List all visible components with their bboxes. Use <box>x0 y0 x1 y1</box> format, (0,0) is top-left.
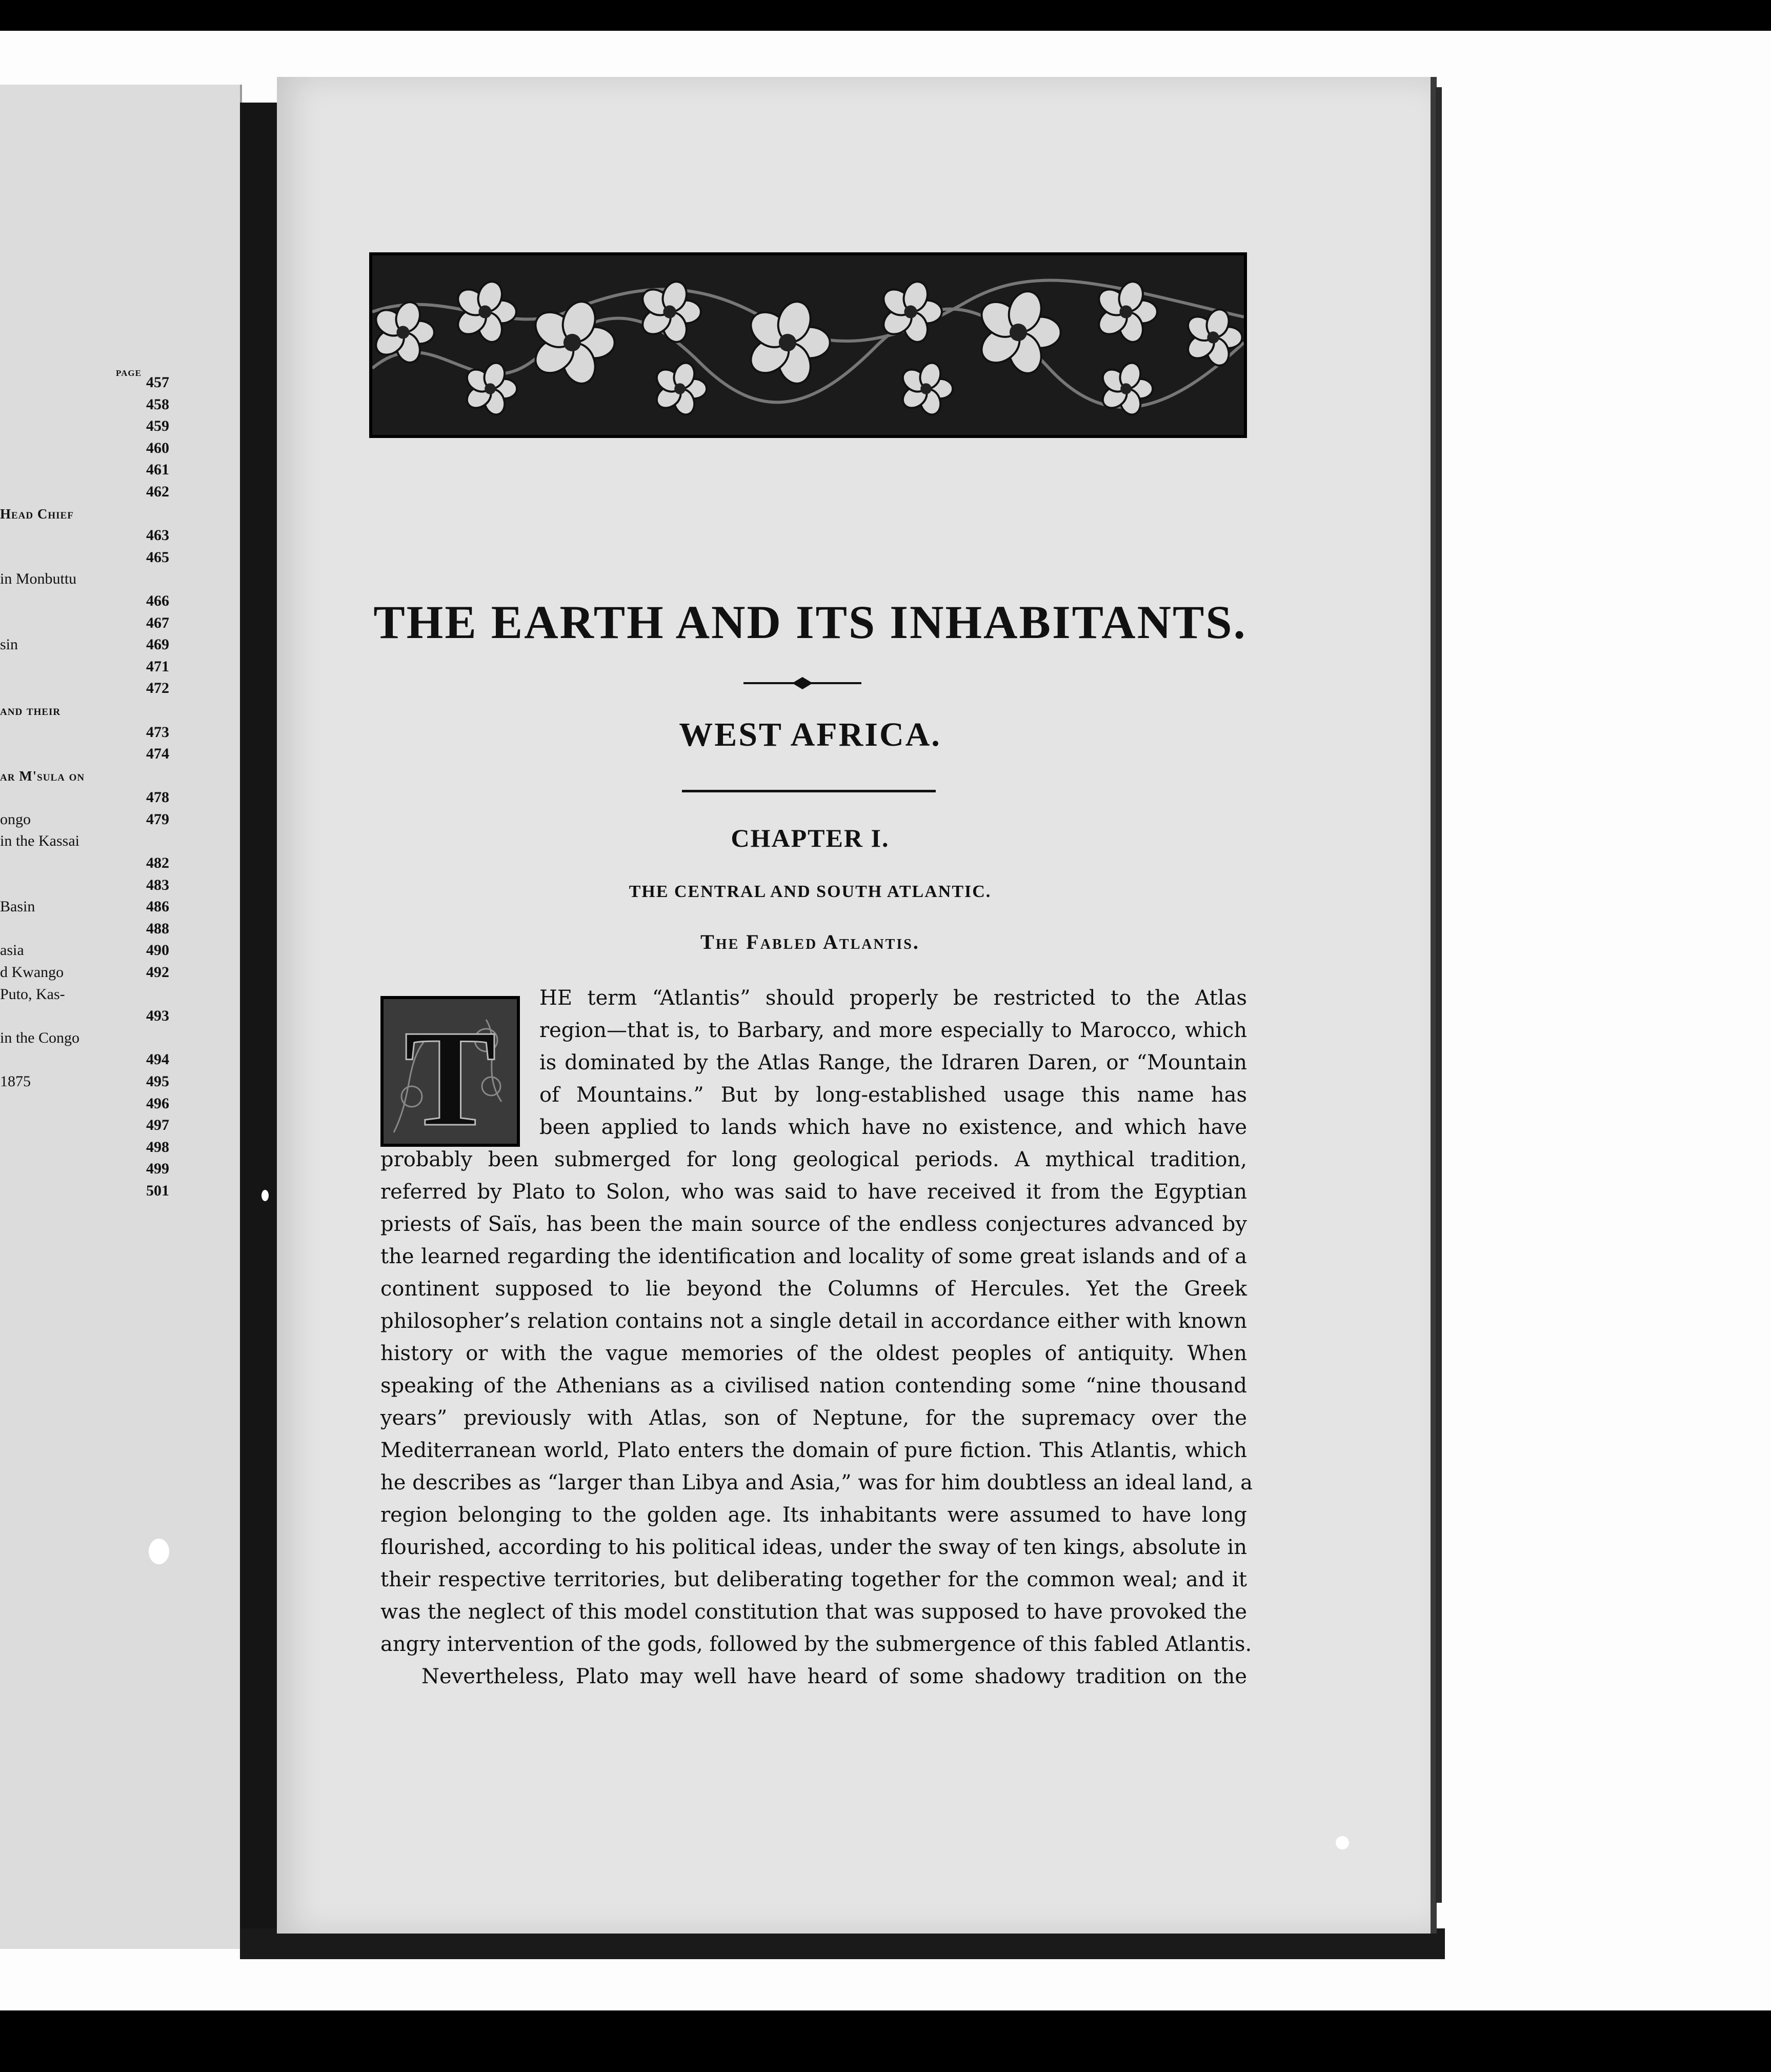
volume-subtitle: WEST AFRICA. <box>679 716 941 753</box>
toc-page-number: 466 <box>146 592 169 609</box>
toc-entry <box>0 590 169 612</box>
toc-entry <box>0 765 169 787</box>
toc-page-number: 498 <box>146 1138 169 1155</box>
body-text-line: he describes as “larger than Libya and Asia,” was for him doubtless an ideal land, a <box>380 1471 1253 1495</box>
toc-page-number: 483 <box>146 876 169 893</box>
toc-entry <box>0 547 169 569</box>
toc-entry-text: sin <box>0 636 18 653</box>
toc-entry <box>0 372 169 394</box>
toc-entry <box>0 437 169 460</box>
toc-entry-text: asia <box>0 942 24 959</box>
toc-entry-text: ar M'sula on <box>0 768 85 784</box>
body-text-line: region belonging to the golden age. Its inhabitants were assumed to have long <box>380 1503 1247 1527</box>
toc-page-number: 458 <box>146 395 169 413</box>
toc-page-number: 469 <box>146 636 169 653</box>
divider-rule <box>682 790 936 792</box>
drop-cap-letter: T <box>404 1002 497 1144</box>
body-text-line: Mediterranean world, Plato enters the domain of pure fiction. This Atlantis, which <box>380 1439 1247 1462</box>
toc-entry <box>0 678 169 700</box>
body-text-line: flourished, according to his political ideas, under the sway of ten kings, absolute in <box>380 1536 1247 1559</box>
toc-entry-text: Puto, Kas- <box>0 985 65 1003</box>
left-page <box>0 85 242 1949</box>
body-text-line: speaking of the Athenians as a civilised nation contending some “nine thousand <box>380 1374 1247 1398</box>
body-text-line: region—that is, to Barbary, and more especially to Marocco, which <box>539 1019 1247 1042</box>
toc-entry <box>0 394 169 416</box>
floral-headpiece-ornament <box>369 252 1247 438</box>
dust-speck <box>261 1190 269 1201</box>
ornamental-divider <box>743 677 861 689</box>
scan-bottom-border <box>0 2010 1771 2072</box>
toc-page-number: 494 <box>146 1051 169 1068</box>
chapter-subtitle: THE CENTRAL AND SOUTH ATLANTIC. <box>629 882 992 901</box>
toc-page-number: 497 <box>146 1117 169 1134</box>
toc-entry <box>0 1071 169 1093</box>
toc-page-number: 465 <box>146 548 169 566</box>
toc-entry-text: in the Congo <box>0 1029 79 1046</box>
body-text-line: of Mountains.” But by long-established usage this name has <box>539 1083 1247 1107</box>
toc-entry <box>0 984 169 1006</box>
toc-page-number: 459 <box>146 417 169 435</box>
body-text-line: philosopher’s relation contains not a single detail in accordance either with known <box>380 1309 1247 1333</box>
table-of-illustrations <box>0 368 169 1202</box>
toc-page-number: 474 <box>146 745 169 763</box>
toc-page-number: 478 <box>146 789 169 806</box>
body-text-line: is dominated by the Atlas Range, the Idraren Daren, or “Mountain <box>539 1051 1247 1074</box>
body-text-line: referred by Plato to Solon, who was said to have received it from the Egyptian <box>380 1180 1247 1204</box>
toc-entry <box>0 940 169 962</box>
toc-entry-text: d Kwango <box>0 964 64 981</box>
toc-entry-text: in Monbuttu <box>0 570 77 588</box>
toc-page-number: 461 <box>146 461 169 479</box>
body-text <box>380 982 1253 1693</box>
body-text-line: angry intervention of the gods, followed by the submergence of this fabled Atlantis. <box>380 1632 1252 1656</box>
toc-page-number: 457 <box>146 374 169 391</box>
toc-page-number: 488 <box>146 920 169 937</box>
toc-entry <box>0 787 169 809</box>
toc-entry <box>0 896 169 918</box>
toc-entry-text: in the Kassai <box>0 832 79 850</box>
toc-page-number: 462 <box>146 483 169 500</box>
toc-entry <box>0 568 169 590</box>
toc-page-number: 486 <box>146 898 169 915</box>
toc-entry <box>0 1137 169 1159</box>
toc-entry-text: Head Chief <box>0 506 74 522</box>
toc-entry <box>0 656 169 678</box>
toc-page-number: 501 <box>146 1182 169 1199</box>
toc-entry <box>0 722 169 744</box>
toc-page-number: 479 <box>146 810 169 828</box>
toc-page-number: 499 <box>146 1160 169 1178</box>
toc-page-number: 463 <box>146 527 169 544</box>
toc-entry <box>0 809 169 831</box>
body-text-line: their respective territories, but deliberating together for the common weal; and it <box>380 1568 1247 1591</box>
body-text-line: years” previously with Atlas, son of Neptune, for the supremacy over the <box>380 1406 1247 1430</box>
toc-page-number: 492 <box>146 964 169 981</box>
toc-entry <box>0 700 169 722</box>
toc-entry <box>0 852 169 874</box>
body-text-line: priests of Saïs, has been the main source of the endless conjectures advanced by <box>380 1212 1247 1236</box>
chapter-heading: CHAPTER I. <box>731 824 890 852</box>
toc-entry <box>0 634 169 656</box>
toc-entry <box>0 830 169 852</box>
toc-entry <box>0 1005 169 1027</box>
toc-entry-text: 1875 <box>0 1073 31 1090</box>
toc-entry-text: ongo <box>0 810 31 828</box>
toc-entry <box>0 503 169 525</box>
body-text-line: history or with the vague memories of the oldest peoples of antiquity. When <box>380 1342 1247 1365</box>
body-text-line: probably been submerged for long geological periods. A mythical tradition, <box>380 1148 1247 1171</box>
toc-page-number: 471 <box>146 658 169 675</box>
toc-entry <box>0 1027 169 1049</box>
toc-entry <box>0 1114 169 1137</box>
toc-entry <box>0 415 169 437</box>
toc-page-number: 496 <box>146 1094 169 1112</box>
toc-entry-text: Basin <box>0 898 35 915</box>
toc-page-number: 495 <box>146 1073 169 1090</box>
toc-entry-text: and their <box>0 702 61 718</box>
toc-entry <box>0 874 169 896</box>
toc-page-number: 467 <box>146 614 169 631</box>
book-title: THE EARTH AND ITS INHABITANTS. <box>373 596 1247 648</box>
toc-page-number: 460 <box>146 439 169 456</box>
page-edge <box>1436 87 1442 1903</box>
toc-entry <box>0 918 169 940</box>
toc-entry <box>0 459 169 481</box>
dust-speck <box>1336 1836 1349 1849</box>
toc-entry <box>0 1093 169 1115</box>
toc-page-number: 482 <box>146 854 169 872</box>
toc-page-number: 493 <box>146 1007 169 1025</box>
toc-entry <box>0 525 169 547</box>
dust-speck <box>149 1539 169 1564</box>
toc-entry <box>0 1158 169 1180</box>
body-text-line: continent supposed to lie beyond the Columns of Hercules. Yet the Greek <box>380 1277 1247 1301</box>
toc-entry <box>0 1049 169 1071</box>
section-title: The Fabled Atlantis. <box>700 930 920 953</box>
body-text-line: HE term “Atlantis” should properly be restricted to the Atlas <box>539 986 1247 1010</box>
toc-entry <box>0 743 169 765</box>
toc-entry <box>0 962 169 984</box>
body-text-line: been applied to lands which have no existence, and which have <box>539 1115 1247 1139</box>
toc-entry <box>0 481 169 503</box>
toc-page-number: 472 <box>146 680 169 697</box>
body-text-line: the learned regarding the identification and locality of some great islands and of a <box>380 1245 1247 1268</box>
toc-page-number: 490 <box>146 942 169 959</box>
toc-page-header: PAGE <box>116 368 142 378</box>
body-text-line: Nevertheless, Plato may well have heard of some shadowy tradition on the <box>421 1665 1247 1688</box>
toc-page-number: 473 <box>146 723 169 741</box>
toc-entry <box>0 1180 169 1202</box>
toc-entry <box>0 612 169 634</box>
body-text-line: was the neglect of this model constitution that was supposed to have provoked the <box>380 1600 1247 1624</box>
